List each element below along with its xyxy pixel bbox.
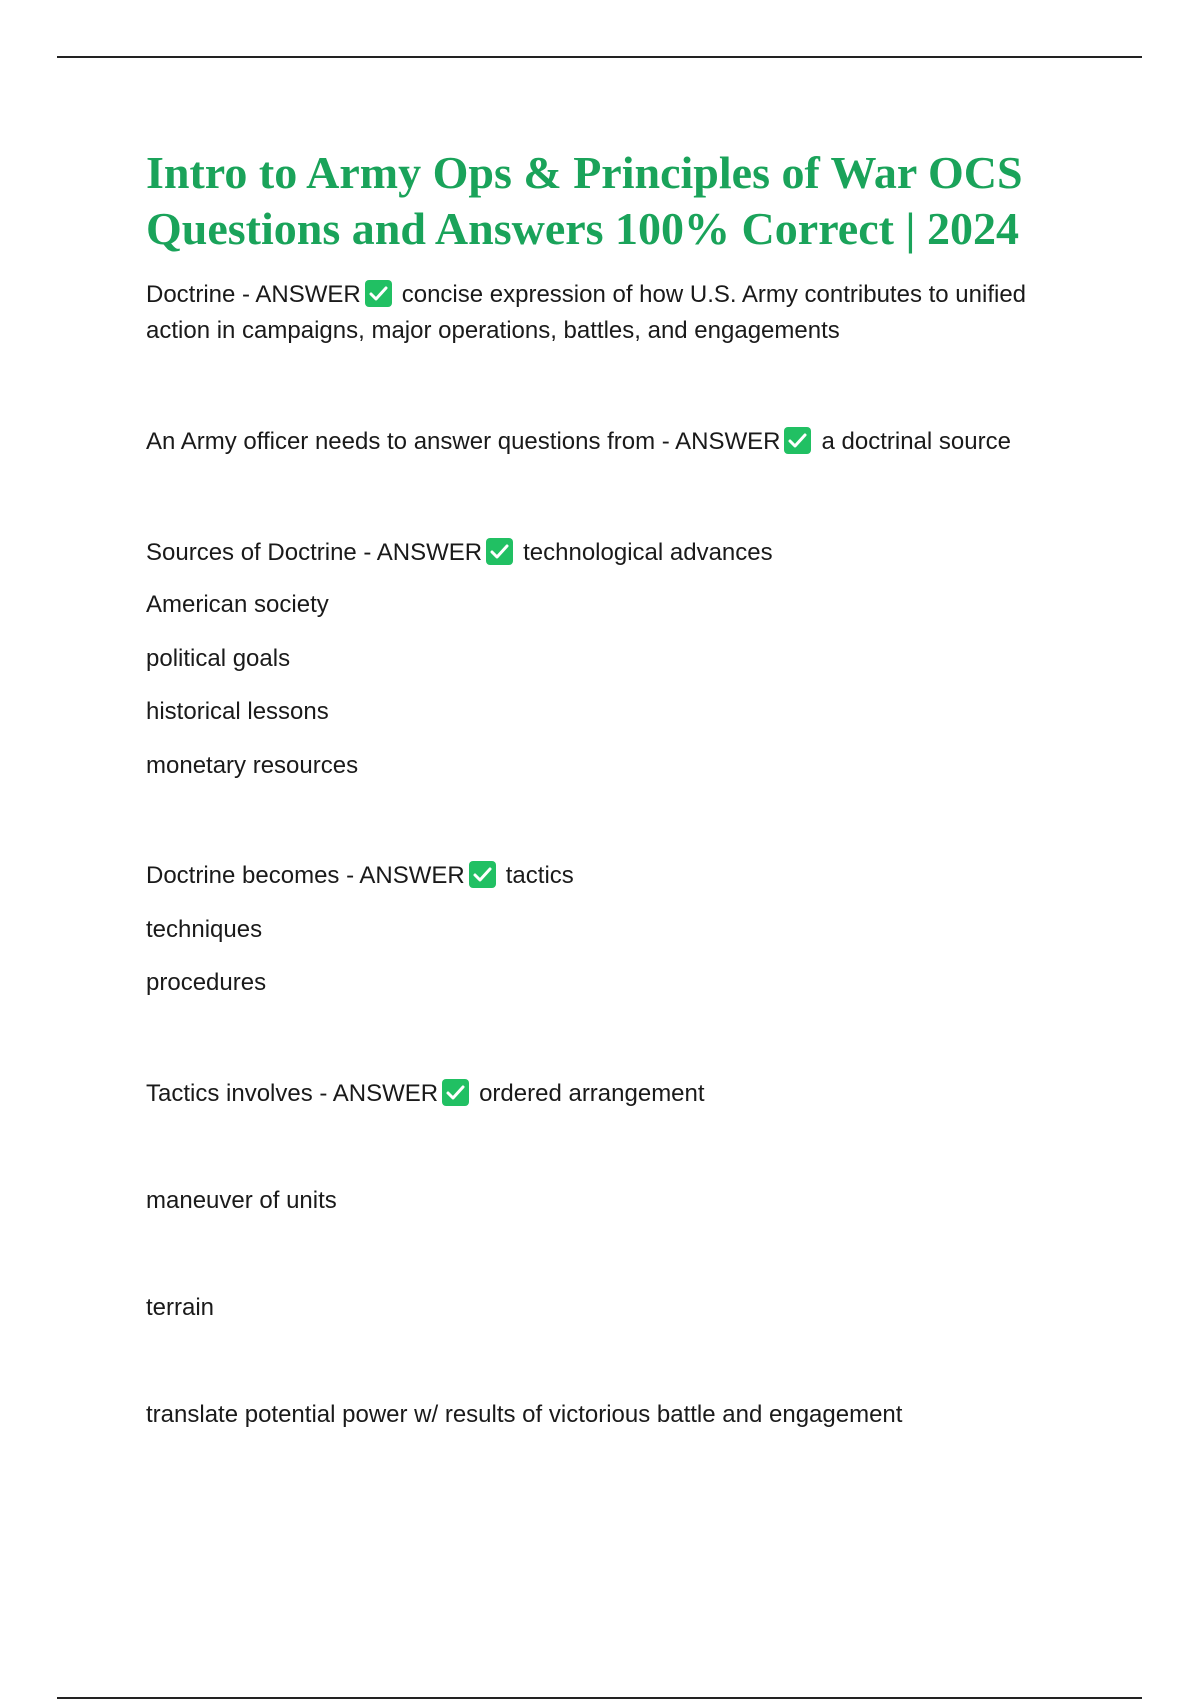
answer-list-item: historical lessons <box>146 698 329 725</box>
question-text: Doctrine - <box>146 281 256 308</box>
top-divider <box>57 56 1142 58</box>
question-text: Tactics involves - <box>146 1080 333 1107</box>
answer-list-item: political goals <box>146 645 291 672</box>
answer-list-item: monetary resources <box>146 752 359 779</box>
checkmark-box-icon <box>442 1079 469 1106</box>
qa-item-doctrine <box>146 277 1026 313</box>
answer-text: concise expression of how U.S. Army contributes to unified <box>401 281 1027 308</box>
checkmark-box-icon <box>365 280 392 307</box>
answer-list-item: terrain <box>146 1294 215 1321</box>
title-line-1: Intro to Army Ops & Principles of War OCS <box>146 147 1023 198</box>
qa-item-doctrine-becomes <box>146 858 574 894</box>
answer-text: a doctrinal source <box>821 428 1011 455</box>
answer-text: technological advances <box>523 539 773 566</box>
answer-marker: ANSWER <box>359 862 465 889</box>
answer-marker: ANSWER <box>332 1080 439 1107</box>
answer-list-item: procedures <box>146 969 267 996</box>
title-line-2: Questions and Answers 100% Correct | 2024 <box>146 203 1020 254</box>
answer-marker: ANSWER <box>376 539 483 566</box>
bottom-divider <box>57 1697 1142 1699</box>
checkmark-box-icon <box>469 861 496 888</box>
question-text: Doctrine becomes - <box>146 862 360 889</box>
qa-item-sources-of-doctrine <box>146 535 773 571</box>
answer-list-item: techniques <box>146 916 263 943</box>
answer-list-item: translate potential power w/ results of victorious battle and engagement <box>146 1401 903 1428</box>
qa-item-officer-questions <box>146 424 1011 460</box>
answer-text: tactics <box>505 862 574 889</box>
checkmark-box-icon <box>784 427 811 454</box>
answer-marker: ANSWER <box>255 281 361 308</box>
answer-text: ordered arrangement <box>479 1080 705 1107</box>
answer-marker: ANSWER <box>675 428 781 455</box>
question-text: An Army officer needs to answer questions from - <box>146 428 676 455</box>
qa-item-tactics-involves <box>146 1076 705 1112</box>
question-text: Sources of Doctrine - <box>146 539 377 566</box>
answer-continuation: action in campaigns, major operations, battles, and engagements <box>146 317 840 344</box>
checkmark-box-icon <box>486 538 513 565</box>
document-title <box>146 145 1126 257</box>
answer-list-item: American society <box>146 591 329 618</box>
answer-list-item: maneuver of units <box>146 1187 337 1214</box>
